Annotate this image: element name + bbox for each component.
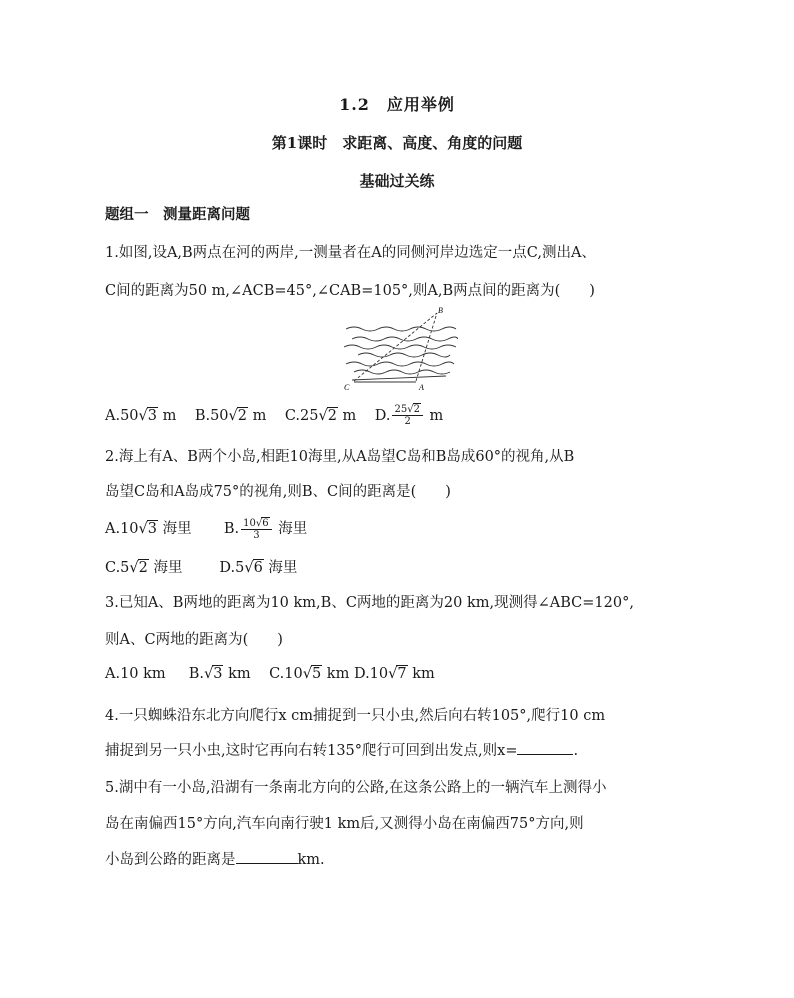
q5-line2: 岛在南偏西15°方向,汽车向南行驶1 km后,又测得小岛在南偏西75°方向,则 xyxy=(105,816,584,832)
q4-answer-blank[interactable] xyxy=(517,742,573,755)
label-c: C xyxy=(344,383,350,392)
q4-line1: 4.一只蜘蛛沿东北方向爬行x cm捕捉到一只小虫,然后向右转105°,爬行10 cm xyxy=(105,708,606,724)
q2-opt-c[interactable]: C.5√2 海里 xyxy=(105,560,183,576)
label-b: B xyxy=(438,306,443,315)
q2-opt-a[interactable]: A.10√3 海里 xyxy=(105,521,192,537)
q1-opt-a[interactable]: A.50√3 m xyxy=(105,407,177,424)
q1-opt-c[interactable]: C.25√2 m xyxy=(284,407,357,424)
river-figure xyxy=(338,303,458,395)
group-title: 题组一 测量距离问题 xyxy=(105,206,250,223)
q3-opt-a[interactable]: A.10 km xyxy=(105,666,166,682)
q2-opt-b[interactable]: B. $\frac{10√6}{3}$ 海里 xyxy=(223,517,308,541)
q3-options xyxy=(105,666,435,682)
q5-line3: 小岛到公路的距离是 km. xyxy=(105,852,325,868)
q1-opt-b[interactable]: B.50√2 m xyxy=(194,407,267,424)
q2-options-row2 xyxy=(105,556,297,577)
q1-options xyxy=(105,404,443,427)
section-title: 1.2 应用举例 xyxy=(339,95,455,114)
q5-line1: 5.湖中有一小岛,沿湖有一条南北方向的公路,在这条公路上的一辆汽车上测得小 xyxy=(105,780,607,796)
q2-line2: 岛望C岛和A岛成75°的视角,则B、C间的距离是( ) xyxy=(105,484,451,500)
q3-opt-c[interactable]: C.10√5 km xyxy=(269,666,350,682)
q2-line1: 2.海上有A、B两个小岛,相距10海里,从A岛望C岛和B岛成60°的视角,从B xyxy=(105,449,575,465)
q2-options-row1 xyxy=(105,517,307,541)
q1-line2: C间的距离为50 m,∠ACB=45°,∠CAB=105°,则A,B两点间的距离为( ) xyxy=(105,283,595,299)
q2-opt-d[interactable]: D.5√6 海里 xyxy=(219,560,298,576)
q5-answer-blank[interactable] xyxy=(236,851,298,864)
subtitle: 基础过关练 xyxy=(359,172,435,190)
q3-line2: 则A、C两地的距离为( ) xyxy=(105,632,283,648)
q3-line1: 3.已知A、B两地的距离为10 km,B、C两地的距离为20 km,现测得∠ABC=120°, xyxy=(105,595,634,611)
q1-opt-d[interactable]: D. $\frac{25√2}{2}$ m xyxy=(374,404,444,427)
q1-line1: 1.如图,设A,B两点在河的两岸,一测量者在A的同侧河岸边选定一点C,测出A、 xyxy=(105,245,596,261)
q3-opt-b[interactable]: B.√3 km xyxy=(188,666,251,682)
label-a: A xyxy=(419,383,424,392)
q3-opt-d[interactable]: D.10√7 km xyxy=(353,666,435,682)
lesson-title: 第1课时 求距离、高度、角度的问题 xyxy=(271,134,523,152)
q4-line2: 捕捉到另一只小虫,这时它再向右转135°爬行可回到出发点,则x= . xyxy=(105,743,579,759)
